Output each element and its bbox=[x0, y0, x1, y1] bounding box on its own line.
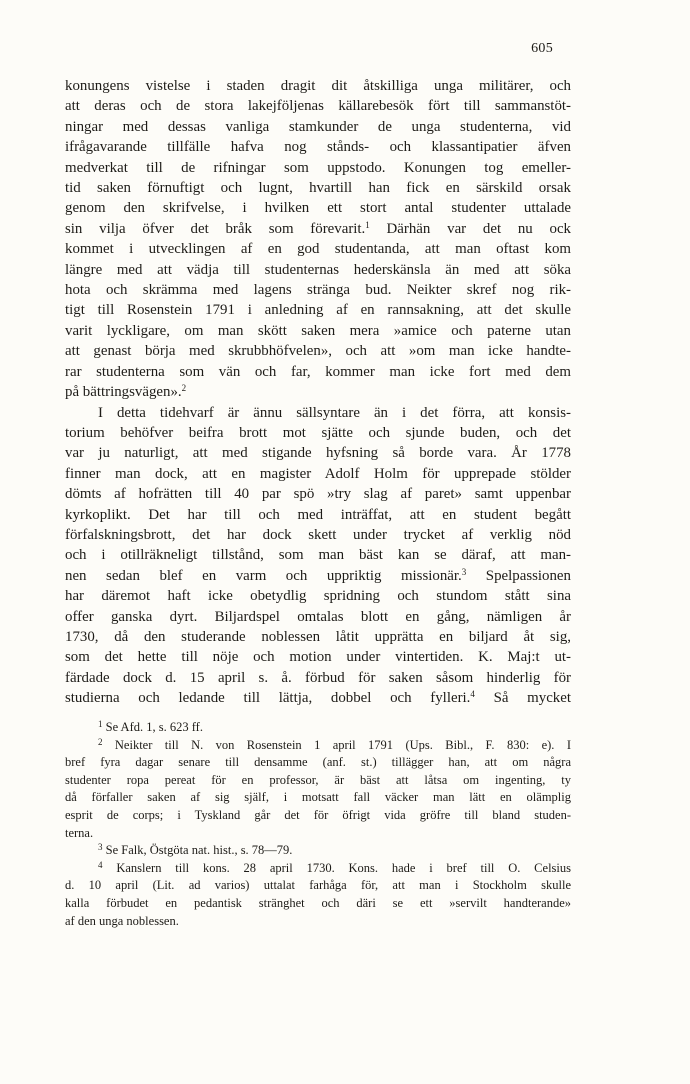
line-text: färdade dock d. 15 april s. å. förbud för saken såsom hinderlig för bbox=[65, 669, 571, 686]
line-text: på bättringsvägen». bbox=[65, 384, 182, 401]
text-line bbox=[65, 525, 571, 545]
text-line bbox=[65, 239, 571, 259]
line-text: ningar med dessas vanliga stamkunder de unga studenterna, vid bbox=[65, 118, 571, 135]
line-text-continued: Därhän var det nu ock bbox=[369, 220, 571, 237]
text-line bbox=[65, 607, 571, 627]
text-line bbox=[65, 341, 571, 361]
line-text: hota och skrämma med lagens stränga bud. Neikter skref nog rik- bbox=[65, 282, 571, 299]
body-text bbox=[65, 76, 571, 709]
text-line bbox=[65, 158, 571, 178]
footnote-line bbox=[65, 789, 571, 807]
line-text-continued: Spelpassionen bbox=[466, 567, 571, 584]
text-line bbox=[65, 76, 571, 96]
line-text: kalla förbudet en pedantisk stränghet och däri se ett »servilt handterande» bbox=[65, 895, 571, 910]
text-line bbox=[65, 280, 571, 300]
line-text: af den unga noblessen. bbox=[65, 913, 179, 928]
line-text: Se Afd. 1, s. 623 ff. bbox=[102, 720, 203, 734]
text-line bbox=[65, 688, 571, 708]
footnote-reference: 1 bbox=[365, 219, 370, 230]
text-line bbox=[65, 403, 571, 423]
line-text: studierna och ledande till lättja, dobbel och fylleri. bbox=[65, 690, 471, 707]
text-line bbox=[65, 362, 571, 382]
text-line bbox=[65, 260, 571, 280]
line-text: I detta tidehvarf är ännu sällsyntare än i det förra, att konsis- bbox=[98, 404, 571, 421]
footnote-line bbox=[65, 737, 571, 755]
text-line bbox=[65, 382, 571, 402]
line-text: kommet i utvecklingen af en god studentanda, att man oftast kom bbox=[65, 241, 571, 258]
footnote-line bbox=[65, 842, 571, 860]
line-text: har däremot haft icke obetydlig spridning och stundom stått sina bbox=[65, 588, 571, 605]
footnote-line bbox=[65, 877, 571, 895]
footnote-line bbox=[65, 913, 571, 931]
line-text: konungens vistelse i staden dragit dit åtskilliga unga militärer, och bbox=[65, 78, 571, 94]
text-line bbox=[65, 117, 571, 137]
line-text: Neikter till N. von Rosenstein 1 april 1791 (Ups. Bibl., F. 830: e). I bbox=[102, 737, 571, 752]
line-text: förfalskningsbrott, det har dock skett under trycket af verklig nöd bbox=[65, 526, 571, 543]
text-line bbox=[65, 566, 571, 586]
line-text: kyrkoplikt. Det har till och med inträffat, att en student begått bbox=[65, 506, 571, 523]
line-text: offer ganska dyrt. Biljardspel omtalas blott en gång, nämligen år bbox=[65, 608, 571, 625]
line-text: sin vilja öfver det bråk som förevarit. bbox=[65, 220, 366, 237]
line-text: esprit de corps; i Tyskland går det för öfrigt vida gröfre till bland studen- bbox=[65, 807, 571, 822]
line-text: längre med att vädja till studenternas hederskänsla än med att söka bbox=[65, 261, 571, 278]
line-text: genom den skrifvelse, i hvilken ett stort antal studenter uttalade bbox=[65, 200, 571, 217]
line-text: varit lyckligare, om man skött saken mera »amice och paterne utan bbox=[65, 322, 571, 339]
text-line bbox=[65, 545, 571, 565]
footnote-reference: 4 bbox=[470, 689, 475, 700]
text-line bbox=[65, 647, 571, 667]
page-number: 605 bbox=[531, 41, 553, 56]
line-text: Kanslern till kons. 28 april 1730. Kons. hade i bref till O. Celsius bbox=[102, 860, 571, 875]
text-line bbox=[65, 219, 571, 239]
footnote-line bbox=[65, 895, 571, 913]
footnote-marker: 4 bbox=[98, 859, 103, 870]
footnote-line bbox=[65, 825, 571, 843]
line-text: nen sedan blef en varm och uppriktig missionär. bbox=[65, 567, 462, 584]
footnote-line bbox=[65, 860, 571, 878]
footnote-reference: 2 bbox=[181, 383, 187, 394]
line-text: Se Falk, Östgöta nat. hist., s. 78—79. bbox=[102, 843, 293, 858]
footnote-marker: 3 bbox=[98, 842, 103, 853]
footnote-marker: 2 bbox=[98, 736, 103, 747]
line-text: finner man dock, att en magister Adolf Holm för upprepade stölder bbox=[65, 465, 571, 482]
text-line bbox=[65, 505, 571, 525]
line-text: medverkat till de rifningar som uppstodo. Konungen tog emeller- bbox=[65, 159, 571, 176]
text-line bbox=[65, 198, 571, 218]
text-line bbox=[65, 443, 571, 463]
footnotes bbox=[65, 719, 571, 930]
footnote-line bbox=[65, 772, 571, 790]
footnote-marker: 1 bbox=[98, 719, 103, 729]
line-text: torium behöfver beifra brott mot sjätte och sjunde buden, och det bbox=[65, 424, 571, 441]
footnote-line bbox=[65, 807, 571, 825]
text-line bbox=[65, 96, 571, 116]
line-text: tid saken förnuftigt och lugnt, hvartill han fick en särskild orsak bbox=[65, 180, 571, 197]
text-line bbox=[65, 484, 571, 504]
line-text: dömts af hofrätten till 40 par spö »try slag af paret» samt uppenbar bbox=[65, 486, 571, 503]
line-text: terna. bbox=[65, 825, 94, 840]
line-text: 1730, då den studerande noblessen låtit upprätta en biljard åt sig, bbox=[65, 628, 571, 645]
footnote-reference: 3 bbox=[461, 566, 467, 577]
line-text: bref fyra dagar senare till densamme (anf. st.) tillägger han, att om några bbox=[65, 755, 571, 770]
text-line bbox=[65, 627, 571, 647]
text-line bbox=[65, 464, 571, 484]
line-text: tigt till Rosenstein 1791 i anledning af en rannsakning, att det skulle bbox=[65, 302, 571, 319]
line-text-continued: Så mycket bbox=[474, 690, 571, 707]
footnote-line bbox=[65, 719, 571, 737]
footnote-line bbox=[65, 754, 571, 772]
text-line bbox=[65, 586, 571, 606]
text-line bbox=[65, 178, 571, 198]
text-line bbox=[65, 321, 571, 341]
text-line bbox=[65, 300, 571, 320]
line-text: var ju naturligt, att med stigande hyfsning så borde vara. År 1778 bbox=[65, 445, 571, 462]
text-line bbox=[65, 137, 571, 157]
line-text: rar studenterna som vän och far, kommer man icke fort med dem bbox=[65, 363, 571, 380]
line-text: och i otillräkneligt tillstånd, som man bäst kan se däraf, att man- bbox=[65, 547, 571, 564]
text-line bbox=[65, 423, 571, 443]
line-text: att genast börja med skrubbhöfvelen», och att »om man icke handte- bbox=[65, 343, 571, 360]
line-text: att deras och de stora lakejföljenas källarebesök fört till sammanstöt- bbox=[65, 98, 571, 115]
line-text: studenter ropa pereat för en professor, är bäst att låtsa om ingenting, ty bbox=[65, 772, 571, 787]
text-line bbox=[65, 668, 571, 688]
line-text: ifrågavarande tillfälle hafva nog stånds- och klassantipatier äfven bbox=[65, 139, 571, 156]
line-text: d. 10 april (Lit. ad varios) uttalat farhåga för, att man i Stockholm skulle bbox=[65, 878, 571, 893]
line-text: då förfaller saken af sig själf, i motsatt fall väcker man lätt en olämplig bbox=[65, 790, 571, 805]
line-text: som det hette till nöje och motion under vintertiden. K. Maj:t ut- bbox=[65, 649, 571, 666]
